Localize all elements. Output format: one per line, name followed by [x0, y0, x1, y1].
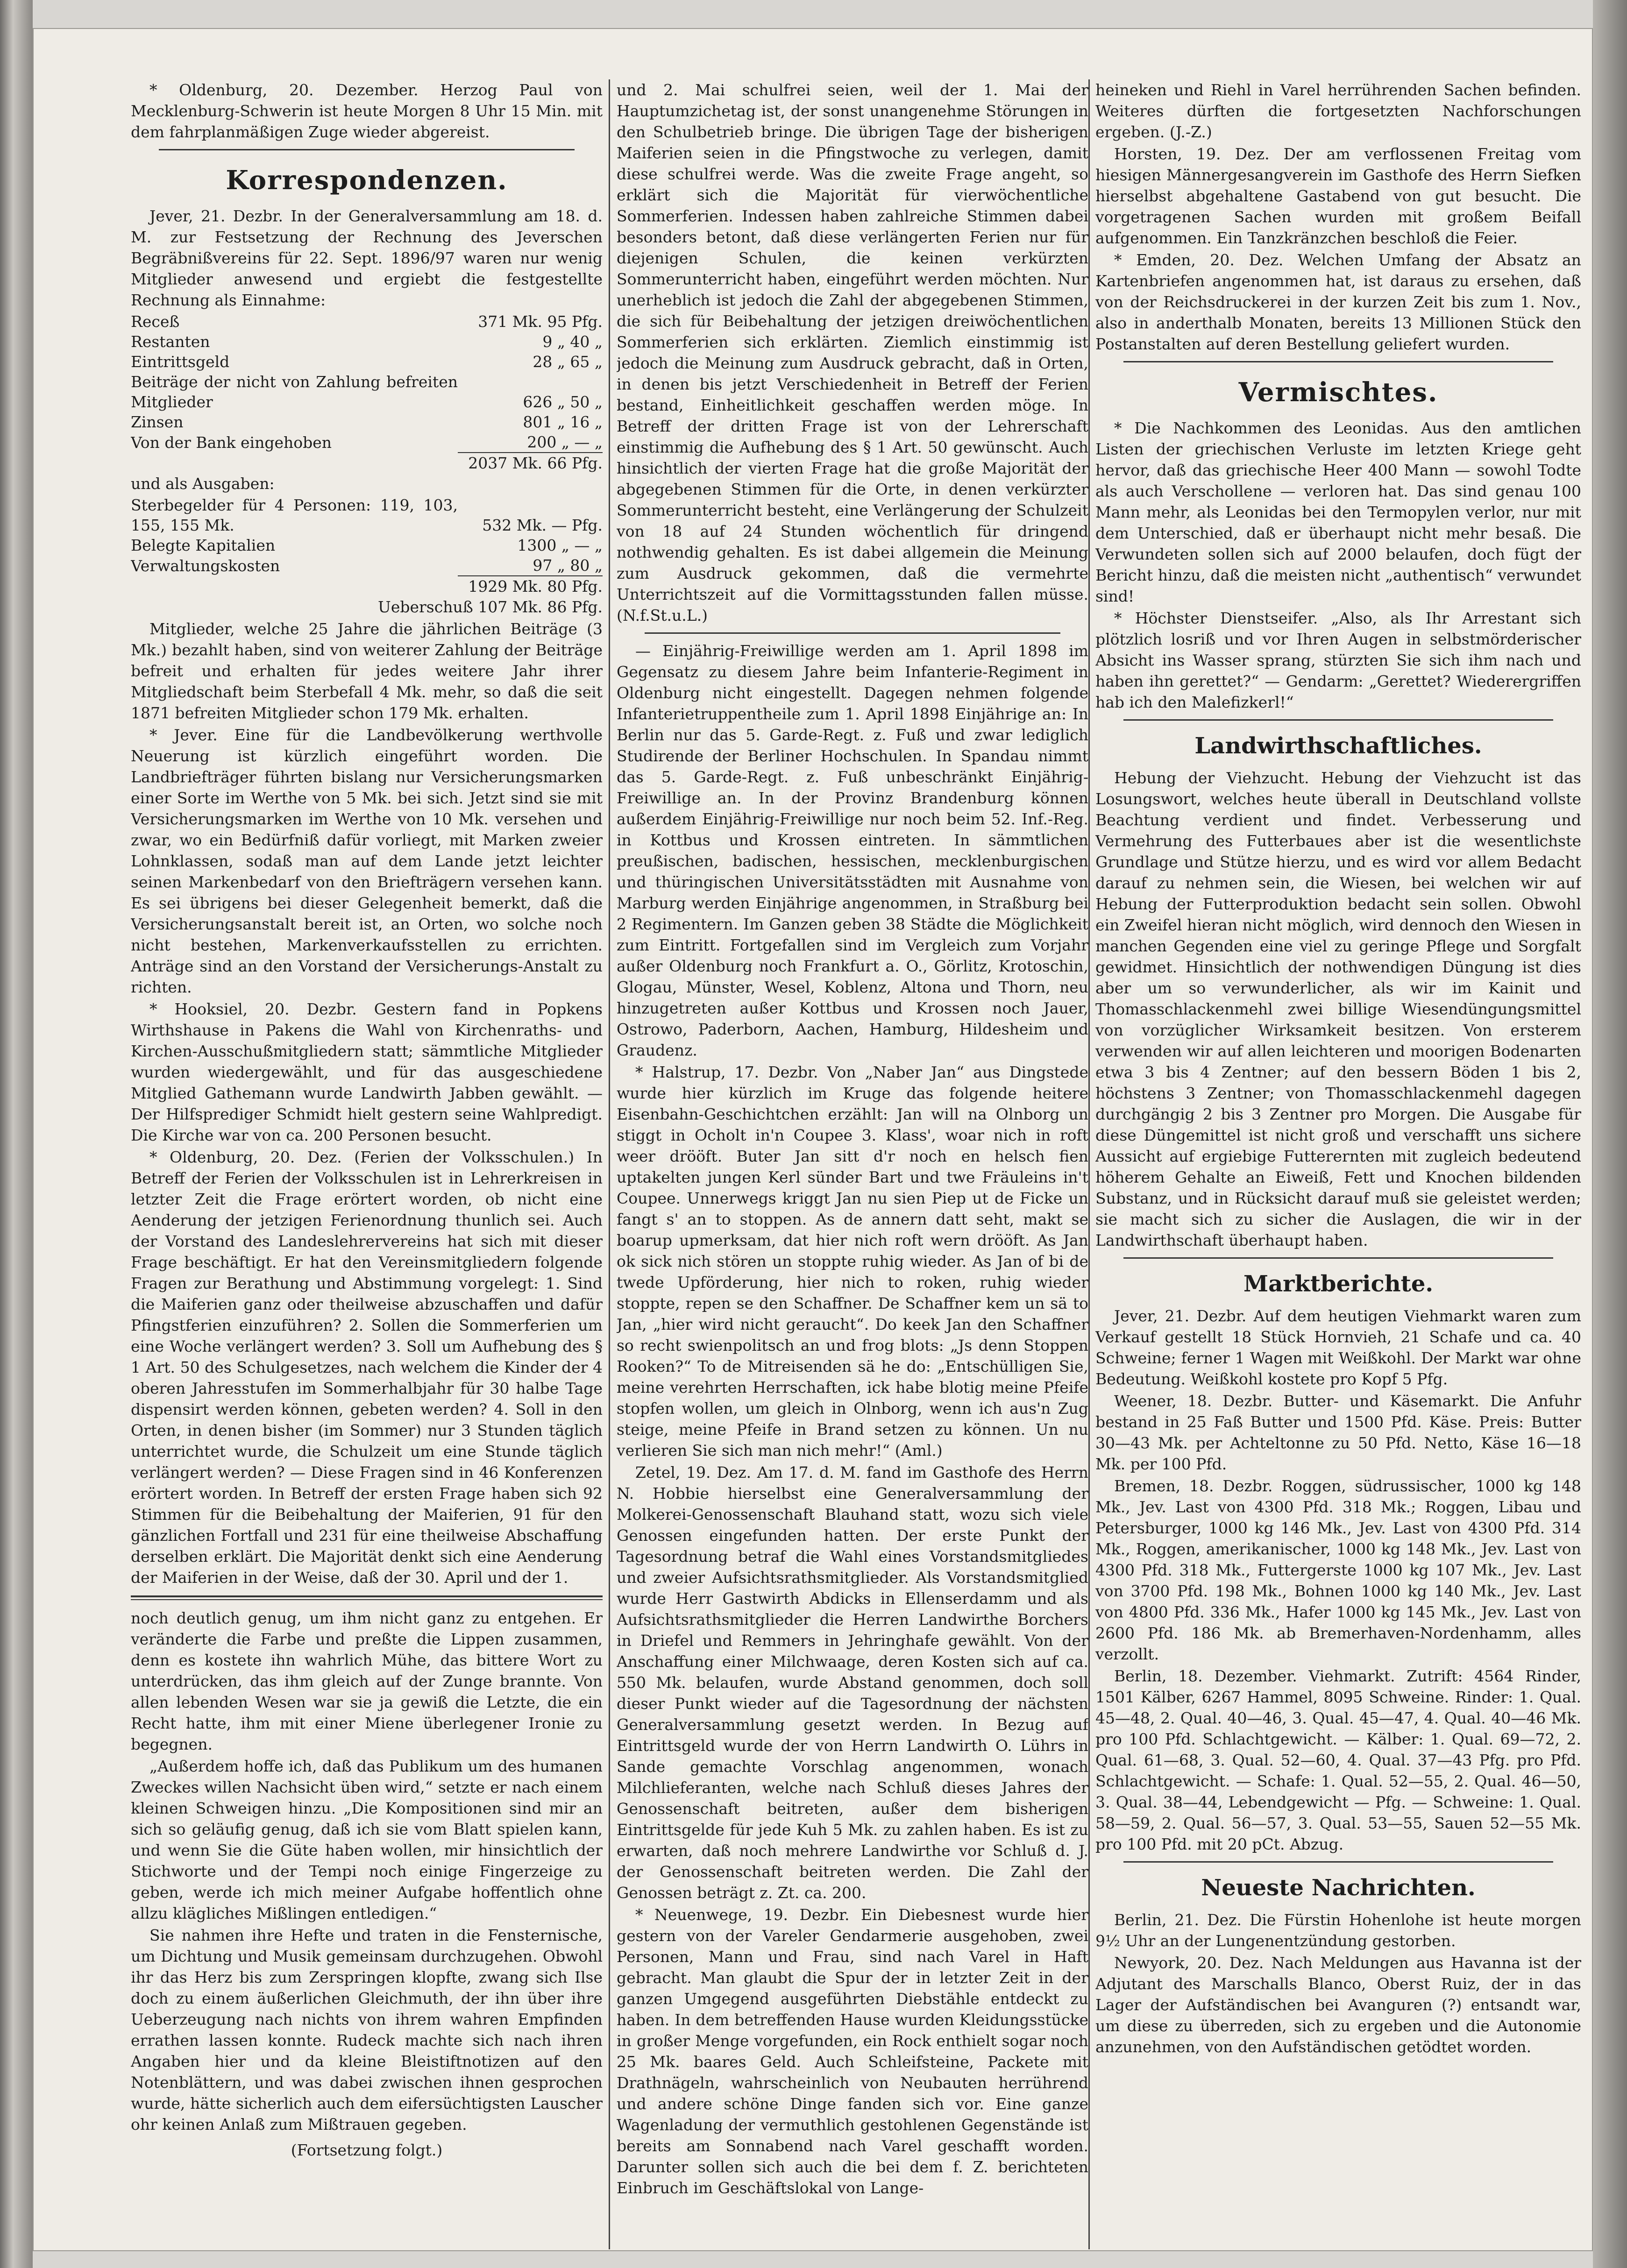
total-row: [131, 576, 603, 596]
row-amount: 9 „ 40 „: [542, 333, 603, 351]
row-label: Von der Bank eingehoben: [131, 433, 332, 452]
column-divider: [1088, 79, 1090, 2249]
table-row: [131, 332, 603, 352]
row-label: Verwaltungskosten: [131, 557, 280, 575]
income-table: [131, 312, 603, 473]
section-heading-landwirthschaftliches: Landwirthschaftliches.: [1194, 733, 1482, 759]
table-row: [131, 495, 603, 535]
income-total: 2037 Mk. 66 Pfg.: [458, 453, 603, 473]
table-row: [131, 432, 603, 453]
row-amount: 97 „ 80 „: [533, 556, 603, 574]
row-label: Restanten: [131, 333, 210, 351]
row-amount: 532 Mk. — Pfg.: [482, 516, 603, 534]
column-divider: [609, 79, 610, 2249]
article-halstrup: * Halstrup, 17. Dezbr. Von „Naber Jan“ aus Dingstede wurde hier kürzlich im Kruge das folgende heitere Eisenbahn-Geschichtchen erzählt: Jan will na Olnborg un stiggt in Ocholt in'n Coupee 3. Klass', woar nich in roft weer drööft. Buter Jan sitt d'r noch en helsch fien uptakelten jungen Kerl sünder Bart und twe Fräuleins in't Coupee. Unnerwegs kriggt Jan nu sien Piep ut de Ficke un fangt s' an to stoppen. As de annern datt seht, makt se boarup upmerksam, dat hier nich roft wern drööft. As Jan ok sick nich stören un stoppte ruhig wieder. As Jan of bi de twede Upförderung, hier nich to roken, ruhig wieder stoppte, repen se den Schaffner. De Schaffner kem un sä to Jan, „hier wird nicht geraucht“. Do keek Jan den Schaffner so recht swienpolitsch an und frog blots: „Js denn Stoppen Rooken?“ To de Mitreisenden sä he do: „Entschülligen Sie, meine verehrten Herrschaften, ick habe blotig meine Pfeife stopfen wollen, um gleich in Olnborg, wenn ich aus'n Zug steige, meine Pfeife in Brand setzen zu können. Un nu verlieren Sie sich man nich mehr!“ (Aml.): [617, 1063, 1088, 1460]
article-leonidas: * Die Nachkommen des Leonidas. Aus den amtlichen Listen der griechischen Verluste im letzten Kriege geht hervor, daß das griechische Heer 400 Mann — sowohl Todte als auch Verschollene — verloren hat. Das sind genau 100 Mann mehr, als Leonidas bei den Termopylen verlor, nur mit dem Unterschied, daß er überhaupt nicht mehr besaß. Die Verwundeten sollen sich auf 2000 belaufen, doch fügt der Bericht hinzu, daß die meisten nicht „authentisch“ verwundet sind!: [1095, 419, 1581, 605]
article-hooksiel: * Hooksiel, 20. Dezbr. Gestern fand in Popkens Wirthshause in Pakens die Wahl von Kirchenraths- und Kirchen-Ausschußmitgliedern statt; sämmtliche Mitglieder wurden wiedergewählt, und für das ausgeschiedene Mitglied Gathemann wurde Landwirth Jabben gewählt. — Der Hilfsprediger Schmidt hielt gestern seine Wahlpredigt. Die Kirche war von ca. 200 Personen besucht.: [131, 1000, 603, 1144]
expense-intro: und als Ausgaben:: [131, 475, 275, 493]
table-row: [131, 352, 603, 372]
feuilleton-paragraph: noch deutlich genug, um ihm nicht ganz zu entgehen. Er veränderte die Farbe und preßte die Lippen zusammen, denn es kostete ihn wahrlich Mühe, das bittere Wort zu unterdrücken, das ihm gleich auf der Zunge brannte. Von allen lebenden Wesen war sie ja gewiß die Letzte, die ein Recht hatte, ihm mit einer Miene überlegener Ironie zu begegnen.: [131, 1609, 603, 1753]
column-1: [131, 79, 603, 2254]
table-row: [131, 412, 603, 432]
section-heading-korrespondenzen: Korrespondenzen.: [226, 165, 508, 196]
row-label: Zinsen: [131, 413, 184, 431]
expense-table: [131, 495, 603, 596]
row-amount: 28 „ 65 „: [533, 353, 603, 371]
section-heading-neueste-nachrichten: Neueste Nachrichten.: [1201, 1875, 1476, 1901]
article-neuenwege-continued: heineken und Riehl in Varel herrührenden Sachen befinden. Weiteres dürften die fortgesetzten Nachforschungen ergeben. (J.-Z.): [1095, 81, 1581, 141]
article-neuenwege: * Neuenwege, 19. Dezbr. Ein Diebesnest wurde hier gestern von der Vareler Gendarmerie ausgehoben, zwei Personen, Mann und Frau, sind nach Varel in Haft gebracht. Man glaubt die Spur der in letzter Zeit in der ganzen Umgegend ausgeführten Diebstähle entdeckt zu haben. In dem betreffenden Hause wurden Kleidungsstücke in großer Menge vorgefunden, ein Rock enthielt sogar noch 25 Mk. baares Geld. Auch Schleifsteine, Packete mit Drathnägeln, wahrscheinlich von Neubauten herrührend und andere schöne Dinge fanden sich vor. Eine ganze Wagenladung der vermuthlich gestohlenen Gegenstände ist bereits am Sonnabend nach Varel geschafft worden. Darunter sollen sich auch die bei dem f. Z. berichteten Einbruch im Geschäftslokal von Lange-: [617, 1906, 1088, 2197]
surplus-line: Ueberschuß 107 Mk. 86 Pfg.: [378, 598, 603, 616]
continuation-note: (Fortsetzung folgt.): [291, 2141, 443, 2159]
column-3: [1095, 79, 1581, 2254]
expense-total: 1929 Mk. 80 Pfg.: [458, 576, 603, 596]
article-jever-intro: Jever, 21. Dezbr. In der Generalversammlung am 18. d. M. zur Festsetzung der Rechnung des Jeverschen Begräbnißvereins für 22. Sept. 1896/97 waren nur wenig Mitglieder anwesend und ergiebt die festgestellte Rechnung als Einnahme:: [131, 207, 603, 309]
article-newyork: Newyork, 20. Dez. Nach Meldungen aus Havanna ist der Adjutant des Marschalls Blanco, Oberst Ruiz, der in das Lager der Aufständischen bei Avanguren (?) entsandt war, um diese zu überreden, sich zu ergeben und die Autonomie anzunehmen, von den Aufständischen getödtet worden.: [1095, 1954, 1581, 2056]
article-jever-members: Mitglieder, welche 25 Jahre die jährlichen Beiträge (3 Mk.) bezahlt haben, sind von weiterer Zahlung der Beiträge befreit und erhalten für jedes weitere Jahr ihrer Mitgliedschaft beim Sterbefall 4 Mk. mehr, so daß die seit 1871 befreiten Mitglieder schon 179 Mk. erhalten.: [131, 620, 603, 722]
article-jever-stamps: * Jever. Eine für die Landbevölkerung werthvolle Neuerung ist kürzlich eingeführt worden. Die Landbriefträger führten bislang nur Versicherungsmarken einer Sorte im Werthe von 5 Mk. bei sich. Jetzt sind sie mit Versicherungsmarken im Werthe von 10 Mk. versehen und zwar, wo ein Bedürfniß dafür vorliegt, mit Marken zweier Lohnklassen, sodaß man auf dem Lande jetzt leichter seinen Markenbedarf von den Briefträgern versehen kann. Es sei übrigens bei dieser Gelegenheit bemerkt, daß die Versicherungsanstalt bereit ist, an Orten, wo solche noch nicht bestehen, Markenverkaufsstellen zu errichten. Anträge sind an den Vorstand der Versicherungs-Anstalt zu richten.: [131, 726, 603, 996]
article-oldenburg-ferien: * Oldenburg, 20. Dez. (Ferien der Volksschulen.) In Betreff der Ferien der Volksschulen ist in Lehrerkreisen in letzter Zeit die Frage erörtert worden, ob nicht eine Aenderung der jetzigen Ferienordnung thunlich sei. Auch der Vorstand des Landeslehrervereins hat sich mit dieser Frage beschäftigt. Er hat den Vereinsmitgliedern folgende Fragen zur Berathung und Abstimmung vorgelegt: 1. Sind die Maiferien ganz oder theilweise abzuschaffen und dafür Pfingstferien einzuführen? 2. Sollen die Sommerferien um eine Woche verlängert werden? 3. Soll um Aufhebung des § 1 Art. 50 des Schulgesetzes, nach welchem die Kinder der 4 oberen Jahresstufen im Sommerhalbjahr für 30 halbe Tage dispensirt werden können, gebeten werden? 4. Soll in den Orten, in denen bisher (im Sommer) nur 3 Stunden täglich unterrichtet wurde, die Schulzeit um eine Stunde täglich verlängert werden? — Diese Fragen sind in 46 Konferenzen erörtert worden. In Betreff der ersten Frage haben sich 92 Stimmen für die Beibehaltung der Maiferien, 91 für den gänzlichen Fortfall und 231 für eine theilweise Abschaffung derselben erklärt. Die Majorität denkt sich eine Aenderung der Maiferien in der Weise, daß der 30. April und der 1.: [131, 1148, 603, 1587]
article-jever-markt: Jever, 21. Dezbr. Auf dem heutigen Viehmarkt waren zum Verkauf gestellt 18 Stück Hornvieh, 21 Schafe und ca. 40 Schweine; ferner 1 Wagen mit Weißkohl. Der Markt war ohne Bedeutung. Weißkohl kostete pro Kopf 5 Pfg.: [1095, 1307, 1581, 1388]
divider: [645, 632, 1060, 634]
divider: [159, 149, 575, 150]
page-edge-left: [0, 0, 33, 2268]
row-label: Beiträge der nicht von Zahlung befreiten Mitglieder: [131, 373, 458, 411]
divider: [1123, 1861, 1553, 1863]
article-zetel: Zetel, 19. Dez. Am 17. d. M. fand im Gasthofe des Herrn N. Hobbie hierselbst eine Generalversammlung der Molkerei-Genossenschaft Blauhand statt, wozu sich viele Genossen eingefunden hatten. Der erste Punkt der Tagesordnung betraf die Wahl eines Vorstandsmitgliedes und zweier Aufsichtsrathsmitglieder. Als Vorstandsmitglied wurde Herr Gastwirth Abdicks in Ellenserdamm und als Aufsichtsrathsmitglieder die Herren Landwirthe Borchers in Driefel und Remmers in Jehringhafe gewählt. Von der Anschaffung einer Milchwaage, deren Kosten sich auf ca. 550 Mk. belaufen, wurde Abstand genommen, doch soll dieser Punkt wieder auf die Tagesordnung der nächsten Generalversammlung gesetzt werden. In Bezug auf Eintrittsgeld wurde der von Herrn Landwirth O. Lührs in Sande gemachte Vorschlag angenommen, wonach Milchlieferanten, welche nach Schluß dieses Jahres der Genossenschaft beitreten, außer dem bisherigen Eintrittsgelde für jede Kuh 5 Mk. zu zahlen haben. Es ist zu erwarten, daß noch mehrere Landwirthe vor Schluß d. J. der Genossenschaft beitreten werden. Die Zahl der Genossen beträgt z. Zt. ca. 200.: [617, 1463, 1088, 1902]
article-viehzucht: Hebung der Viehzucht. Hebung der Viehzucht ist das Losungswort, welches heute überall in Deutschland vollste Beachtung verdient und findet. Verbesserung und Vermehrung des Futterbaues aber ist die wesentlichste Grundlage und Stütze hierzu, und es wird vor allem Bedacht darauf zu nehmen sein, die Wiesen, bei welchen wir auf Hebung der Futterproduktion bedacht sein sollen. Obwohl ein Zweifel hieran nicht möglich, wird dennoch den Wiesen in manchen Gegenden eine viel zu geringe Pflege und Sorgfalt gewidmet. Hinsichtlich der nothwendigen Düngung ist dies aber um so verwunderlicher, als wir im Kainit und Thomasschlackenmehl zwei billige Wiesendüngungsmittel von vorzüglicher Wirksamkeit besitzen. Von ersterem verwenden wir auf allen leichteren und moorigen Bodenarten etwa 3 bis 4 Zentner; auf den bessern Böden 1 bis 2, höchstens 3 Zentner; von Thomasschlackenmehl dagegen durchgängig 2 bis 3 Zentner pro Morgen. Die Ausgabe für diese Düngemittel ist nicht groß und verschafft uns sichere Aussicht auf ergiebige Futterernten mit zugleich bedeutend höherem Gehalte an Eiweiß, Fett und Knochen bildenden Substanz, und in Rücksicht darauf muß sie geleistet werden; sie macht sich zu sicher die Auslagen, die wir in der Landwirthschaft überhaupt haben.: [1095, 769, 1581, 1249]
total-row: [131, 453, 603, 473]
row-amount: 371 Mk. 95 Pfg.: [478, 312, 603, 331]
row-label: Sterbegelder für 4 Personen: 119, 103, 155, 155 Mk.: [131, 496, 458, 534]
article-weener: Weener, 18. Dezbr. Butter- und Käsemarkt. Die Anfuhr bestand in 25 Faß Butter und 1500 Pfd. Käse. Preis: Butter 30—43 Mk. per Achteltonne zu 50 Pfd. Netto, Käse 16—18 Mk. per 100 Pfd.: [1095, 1392, 1581, 1473]
row-amount: 200 „ — „: [527, 433, 603, 451]
table-row: [131, 535, 603, 555]
article-berlin-viehmarkt: Berlin, 18. Dezember. Viehmarkt. Zutrift: 4564 Rinder, 1501 Kälber, 6267 Hammel, 8095 Schweine. Rinder: 1. Qual. 45—48, 2. Qual. 40—46, 3. Qual. 45—47, 4. Qual. 40—46 Mk. pro 100 Pfd. Schlachtgewicht. — Kälber: 1. Qual. 69—72, 2. Qual. 61—68, 3. Qual. 52—60, 4. Qual. 37—43 Pfg. pro Pfd. Schlachtgewicht. — Schafe: 1. Qual. 52—55, 2. Qual. 46—50, 3. Qual. 38—44, Lebendgewicht — Pfg. — Schweine: 1. Qual. 58—59, 2. Qual. 56—57, 3. Qual. 53—55, Sauen 52—55 Mk. pro 100 Pfd. mit 20 pCt. Abzug.: [1095, 1667, 1581, 1853]
article-dienstseifer: * Höchster Dienstseifer. „Also, als Ihr Arrestant sich plötzlich losriß und vor Ihren Augen in selbstmörderischer Absicht ins Wasser sprang, stürzten Sie sich ihm nach und haben ihn gerettet?“ — Gendarm: „Gerettet? Wiederergriffen hab ich den Malefizkerl!“: [1095, 609, 1581, 711]
article-horsten: Horsten, 19. Dez. Der am verflossenen Freitag vom hiesigen Männergesangverein im Gasthofe des Herrn Siefken hierselbst abgehaltene Gastabend von gut besucht. Die vorgetragenen Sachen wurden mit großem Beifall aufgenommen. Ein Tanzkränzchen beschloß die Feier.: [1095, 145, 1581, 247]
column-2: [617, 79, 1088, 2254]
article-bremen: Bremen, 18. Dezbr. Roggen, südrussischer, 1000 kg 148 Mk., Jev. Last von 4300 Pfd. 318 Mk.; Roggen, Libau und Petersburger, 1000 kg 146 Mk., Jev. Last von 4300 Pfd. 314 Mk., Roggen, amerikanischer, 1000 kg 148 Mk., Jev. Last von 4300 Pfd. 318 Mk., Futtergerste 1000 kg 107 Mk., Jev. Last von 3700 Pfd. 198 Mk., Bohnen 1000 kg 140 Mk., Jev. Last von 4800 Pfd. 336 Mk., Hafer 1000 kg 145 Mk., Jev. Last von 2600 Pfd. 186 Mk. ab Bremerhaven-Nordenhamm, alles verzollt.: [1095, 1477, 1581, 1663]
row-amount: 626 „ 50 „: [523, 393, 603, 411]
row-amount: 1300 „ — „: [517, 536, 603, 554]
divider: [1123, 719, 1553, 721]
divider: [1123, 1257, 1553, 1259]
table-row: [131, 555, 603, 576]
article-berlin-news: Berlin, 21. Dez. Die Fürstin Hohenlohe ist heute morgen 9½ Uhr an der Lungenentzündung gestorben.: [1095, 1911, 1581, 1950]
table-row: [131, 372, 603, 412]
section-heading-vermischtes: Vermischtes.: [1238, 377, 1438, 408]
row-label: Belegte Kapitalien: [131, 536, 276, 554]
row-amount: 801 „ 16 „: [523, 413, 603, 431]
feuilleton-paragraph: Sie nahmen ihre Hefte und traten in die Fensternische, um Dichtung und Musik gemeinsam durchzugehen. Obwohl ihr das Herz bis zum Zerspringen klopfte, zwang sich Ilse doch zu einem äußerlichen Gleichmuth, der ihn über ihre Ueberzeugung nach nichts von ihrem wahren Empfinden errathen lassen konnte. Rudeck machte sich nach ihren Angaben hier und da kleine Bleistiftnotizen auf den Notenblättern, und was dabei zwischen ihnen gesprochen wurde, hätte sicherlich auch dem eifersüchtigsten Lauscher ohr keinen Anlaß zum Mißtrauen gegeben.: [131, 1926, 603, 2133]
section-heading-marktberichte: Marktberichte.: [1243, 1271, 1434, 1297]
row-label: Receß: [131, 312, 180, 331]
table-row: [131, 312, 603, 332]
article-oldenburg-departure: * Oldenburg, 20. Dezember. Herzog Paul von Mecklenburg-Schwerin ist heute Morgen 8 Uhr 15 Min. mit dem fahrplanmäßigen Zuge wieder abgereist.: [131, 81, 603, 141]
article-ferien-continued: und 2. Mai schulfrei seien, weil der 1. Mai der Hauptumzichetag ist, der sonst unangenehme Störungen in den Schulbetrieb bringe. Die übrigen Tage der bisherigen Maiferien seien in die Pfingstwoche zu verlegen, damit diese schulfrei werde. Was die zweite Frage angeht, so erklärt sich die Majorität für vierwöchentliche Sommerferien. Indessen haben zahlreiche Stimmen dabei besonders betont, daß diese verlängerten Ferien nur für diejenigen Schulen, die keinen verkürzten Sommerunterricht haben, eingeführt werden möchten. Nur unerheblich ist jedoch die Zahl der abgegebenen Stimmen, die sich für Beibehaltung der jetzigen dreiwöchentlichen Sommerferien sich erklärten. Ziemlich einstimmig ist jedoch die Meinung zum Ausdruck gebracht, daß in Orten, in denen bis jetzt Verschiedenheit in Betreff der Ferien bestand, Einheitlichkeit geschaffen werden möge. In Betreff der dritten Frage ist von der Lehrerschaft einstimmig die Aufhebung des § 1 Art. 50 gewünscht. Auch hinsichtlich der vierten Frage hat die große Majorität der abgegebenen Stimmen für die Orte, in denen verkürzter Sommerunterricht besteht, eine Verlängerung der Schulzeit von 18 auf 24 Stunden wöchentlich für dringend nothwendig gehalten. Es ist dabei allgemein die Meinung zum Ausdruck gekommen, daß die vermehrte Unterrichtszeit auf die Vormittagsstunden fallen müsse. (N.f.St.u.L.): [617, 81, 1088, 624]
divider: [1123, 361, 1553, 362]
article-emden: * Emden, 20. Dez. Welchen Umfang der Absatz an Kartenbriefen angenommen hat, ist daraus zu ersehen, daß von der Reichsdruckerei in der kurzen Zeit bis zum 1. Nov., also in anderthalb Monaten, bereits 13 Millionen Stück den Postanstalten auf deren Bestellung geliefert wurden.: [1095, 251, 1581, 353]
row-label: Eintrittsgeld: [131, 353, 230, 371]
feuilleton-paragraph: „Außerdem hoffe ich, daß das Publikum um des humanen Zweckes willen Nachsicht üben wird,“ setzte er nach einem kleinen Schweigen hinzu. „Die Kompositionen sind mir an sich so geläufig genug, daß ich sie vom Blatt spielen kann, und wenn Sie die Güte haben wollen, mir hinsichtlich der Stichworte und der Tempi noch einige Fingerzeige zu geben, werde ich mich meiner Aufgabe hoffentlich ohne allzu klägliches Mißlingen entledigen.“: [131, 1757, 603, 1922]
page-edge-right: [1593, 0, 1627, 2268]
feuilleton-divider: [131, 1595, 603, 1600]
article-einjaehrig: — Einjährig-Freiwillige werden am 1. April 1898 im Gegensatz zu diesem Jahre beim Infanterie-Regiment in Oldenburg nicht eingestellt. Dagegen nehmen folgende Infanterietruppentheile zum 1. April 1898 Einjährige an: In Berlin nur das 5. Garde-Regt. z. Fuß und zwar lediglich Studirende der Berliner Hochschulen. In Spandau nimmt das 5. Garde-Regt. z. Fuß unbeschränkt Einjährig-Freiwillige an. In der Provinz Brandenburg können außerdem Einjährig-Freiwillige nur noch beim 52. Inf.-Reg. in Kottbus und Krossen eintreten. In sämmtlichen preußischen, badischen, hessischen, mecklenburgischen und thüringischen Universitätsstädten mit Ausnahme von Marburg werden Einjährige angenommen, in Straßburg bei 2 Regimentern. Im Ganzen geben 38 Städte die Möglichkeit zum Eintritt. Fortgefallen sind im Vergleich zum Vorjahr außer Oldenburg noch Frankfurt a. O., Görlitz, Krotoschin, Glogau, Münster, Wesel, Koblenz, Altona und Thorn, neu hinzugetreten außer Kottbus und Krossen noch Jauer, Ostrowo, Paderborn, Aachen, Hamburg, Hildesheim und Graudenz.: [617, 642, 1088, 1059]
